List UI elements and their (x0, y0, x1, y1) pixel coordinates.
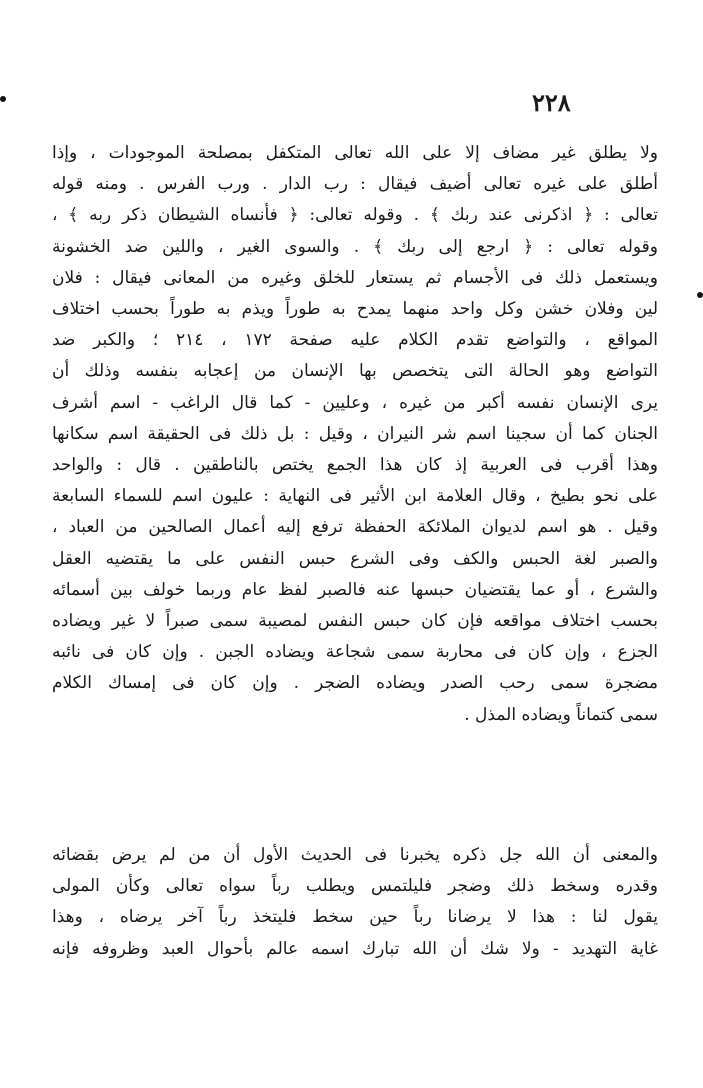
page-number: ٢٢٨ (532, 88, 571, 117)
text-line: التواضع وهو الحالة التى يتخصص بها الإنسان من إعجابه بنفسه وذلك أن (52, 361, 658, 382)
paragraph-explanation (52, 840, 658, 965)
text-line: سمى كتماناً ويضاده المذل . (464, 704, 658, 725)
text-line: والصبر لغة الحبس والكف وفى الشرع حبس النفس على ما يقتضيه العقل (52, 548, 658, 569)
text-line: الجنان كما أن سجينا اسم شر النيران ، وقيل : بل ذلك فى الحقيقة اسم سكانها (52, 423, 658, 444)
text-line: المواقع ، والتواضع تقدم الكلام عليه صفحة ١٧٢ ، ٢١٤ ؛ والكبر ضد (52, 330, 658, 351)
margin-dot (0, 96, 6, 102)
text-line: ولا يطلق غير مضاف إلا على الله تعالى المتكفل بمصلحة الموجودات ، وإذا (52, 143, 658, 163)
paragraph-commentary (52, 138, 658, 731)
text-line: وقدره وسخط ذلك وضجر فليلتمس ويطلب رباً سواه تعالى وكأن المولى (52, 876, 658, 897)
text-line: وهذا أقرب فى العربية إذ كان هذا الجمع يختص بالناطقين . قال : والواحد (52, 455, 658, 476)
text-line: بحسب اختلاف مواقعه فإن كان حبس النفس لمصيبة سمى صبراً لا غير ويضاده (52, 611, 658, 632)
text-line: لين وفلان خشن وكل واحد منهما يمدح به طوراً ويذم به طوراً بحسب اختلاف (52, 299, 658, 320)
text-line: أطلق على غيره تعالى أضيف فيقال : رب الدار . ورب الفرس . ومنه قوله (52, 174, 658, 195)
text-line: غاية التهديد - ولا شك أن الله تبارك اسمه عالم بأحوال العبد وظروفه فإنه (52, 938, 658, 959)
text-line: وقوله تعالى : ﴿ ارجع إلى ربك ﴾ . والسوى الغير ، واللين ضد الخشونة (52, 236, 658, 257)
text-line: وقيل . هو اسم لديوان الملائكة الحفظة ترفع إليه أعمال الصالحين من العباد ، (52, 517, 658, 538)
text-line: الجزع ، وإن كان فى محاربة سمى شجاعة ويضاده الجبن . وإن كان فى نائبه (52, 642, 658, 663)
text-line: ويستعمل ذلك فى الأجسام ثم يستعار للخلق وغيره من المعانى فيقال : فلان (52, 267, 658, 288)
text-line: والشرع ، أو عما يقتضيان حبسها عنه فالصبر لفظ عام وربما خولف بين أسمائه (52, 579, 658, 600)
text-line: والمعنى أن الله جل ذكره يخبرنا فى الحديث الأول أن من لم يرض بقضائه (52, 845, 658, 865)
text-line: على نحو بطيخ ، وقال العلامة ابن الأثير فى النهاية : عليون اسم للسماء السابعة (52, 486, 658, 507)
text-line: يقول لنا : هذا لا يرضانا رباً حين سخط فليتخذ رباً آخر يرضاه ، وهذا (52, 907, 658, 928)
text-line: مضجرة سمى رحب الصدر ويضاده الضجر . وإن كان فى إمساك الكلام (52, 673, 658, 694)
text-line: يرى الإنسان نفسه أكبر من غيره ، وعليين - كما قال الراغب - اسم أشرف (52, 392, 658, 413)
text-line: تعالى : ﴿ اذكرنى عند ربك ﴾ . وقوله تعالى: ﴿ فأنساه الشيطان ذكر ربه ﴾ ، (52, 205, 658, 226)
margin-dot (697, 292, 703, 298)
